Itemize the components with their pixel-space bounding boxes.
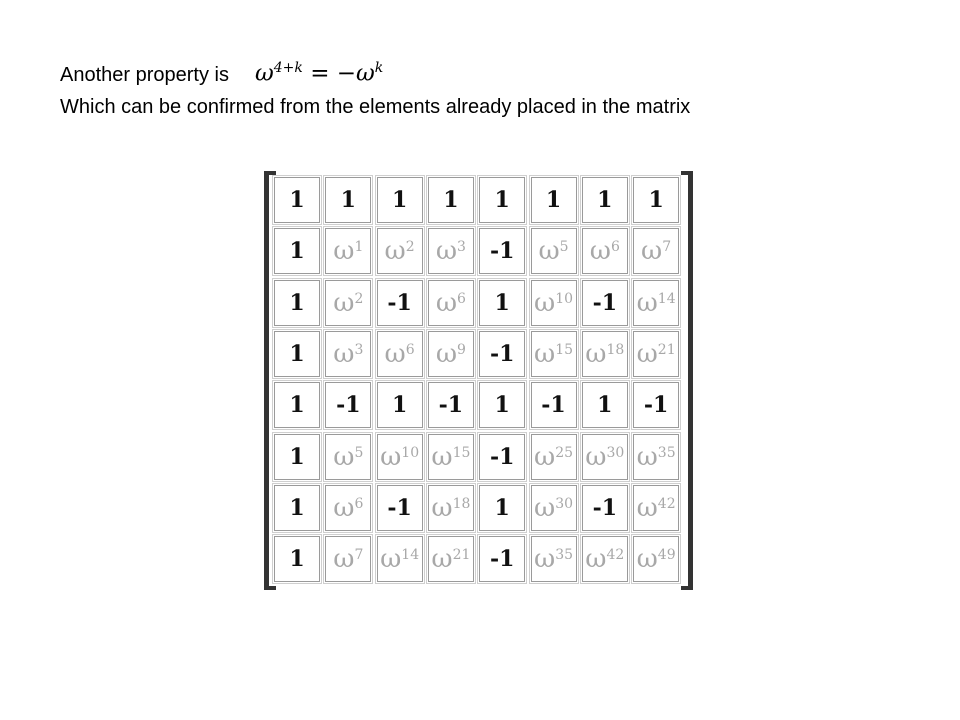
formula-base: ω [254, 60, 274, 87]
matrix-cell: ω $^{21}$ [633, 331, 679, 377]
matrix-cell: -1 [479, 331, 525, 377]
property-line [60, 60, 383, 90]
matrix-cell: ω $^6$ [325, 485, 371, 531]
matrix-cell: ω $^7$ [633, 228, 679, 274]
matrix-cell: 1 [274, 536, 320, 582]
matrix-cell: 1 [274, 382, 320, 428]
matrix-cell: ω $^2$ [325, 280, 371, 326]
matrix-cell: 1 [274, 485, 320, 531]
formula-exponent: 4+k [273, 60, 303, 76]
matrix-cell: ω $^{14}$ [633, 280, 679, 326]
matrix-cell: -1 [582, 485, 628, 531]
matrix-cell: ω $^{35}$ [531, 536, 577, 582]
matrix-cell: 1 [377, 382, 423, 428]
matrix-cell: ω $^1$ [325, 228, 371, 274]
matrix-cell: ω $^6$ [582, 228, 628, 274]
matrix-cell: 1 [479, 177, 525, 223]
matrix-cell: -1 [479, 536, 525, 582]
matrix-cell: ω $^{30}$ [582, 434, 628, 480]
matrix-cell: 1 [274, 228, 320, 274]
matrix-cell: ω $^{18}$ [428, 485, 474, 531]
matrix-cell: ω $^{14}$ [377, 536, 423, 582]
matrix-cell: ω $^{21}$ [428, 536, 474, 582]
matrix-cell: ω $^2$ [377, 228, 423, 274]
matrix-cell: ω $^{35}$ [633, 434, 679, 480]
matrix-cell: ω $^6$ [377, 331, 423, 377]
matrix-cell: 1 [325, 177, 371, 223]
matrix-cell: 1 [274, 434, 320, 480]
matrix-cell: 1 [428, 177, 474, 223]
matrix-cell: ω $^5$ [531, 228, 577, 274]
matrix-cell: 1 [479, 280, 525, 326]
matrix-cell: 1 [633, 177, 679, 223]
matrix-cell: ω $^5$ [325, 434, 371, 480]
matrix-cell: ω $^3$ [428, 228, 474, 274]
matrix-cell: ω $^9$ [428, 331, 474, 377]
matrix-cell: -1 [531, 382, 577, 428]
matrix-cell: ω $^{30}$ [531, 485, 577, 531]
matrix-cell: ω $^{15}$ [428, 434, 474, 480]
matrix-cell: 1 [582, 177, 628, 223]
confirmation-line: Which can be confirmed from the elements already placed in the matrix [60, 96, 691, 118]
formula-rhs: = −ω [310, 60, 375, 87]
dft-matrix [260, 165, 696, 591]
matrix-cell: 1 [479, 485, 525, 531]
matrix-cell: ω $^{10}$ [531, 280, 577, 326]
property-formula [255, 60, 383, 87]
matrix-cell: ω $^{15}$ [531, 331, 577, 377]
property-text: Another property is [60, 63, 229, 86]
matrix-cell: -1 [582, 280, 628, 326]
matrix-cell: 1 [479, 382, 525, 428]
matrix-cell: ω $^{18}$ [582, 331, 628, 377]
matrix-cell: ω $^{25}$ [531, 434, 577, 480]
matrix-cell: 1 [531, 177, 577, 223]
matrix-cell: -1 [377, 485, 423, 531]
matrix-cell: -1 [479, 434, 525, 480]
matrix-cell: -1 [377, 280, 423, 326]
matrix-cell: ω $^6$ [428, 280, 474, 326]
matrix-cell: ω $^7$ [325, 536, 371, 582]
matrix-cell: ω $^{10}$ [377, 434, 423, 480]
formula-rhs-exponent: k [374, 60, 384, 76]
matrix-cell: ω $^3$ [325, 331, 371, 377]
matrix-cell: 1 [274, 177, 320, 223]
matrix-cell: ω $^{42}$ [582, 536, 628, 582]
matrix-cell: 1 [274, 280, 320, 326]
matrix-cell: 1 [274, 331, 320, 377]
matrix-cell: -1 [633, 382, 679, 428]
matrix-cell: 1 [582, 382, 628, 428]
matrix-cell: -1 [325, 382, 371, 428]
right-bracket [681, 171, 693, 590]
matrix-cell: ω $^{49}$ [633, 536, 679, 582]
matrix-cell: -1 [428, 382, 474, 428]
matrix-cell: ω $^{42}$ [633, 485, 679, 531]
matrix-cell: 1 [377, 177, 423, 223]
matrix-cell: -1 [479, 228, 525, 274]
